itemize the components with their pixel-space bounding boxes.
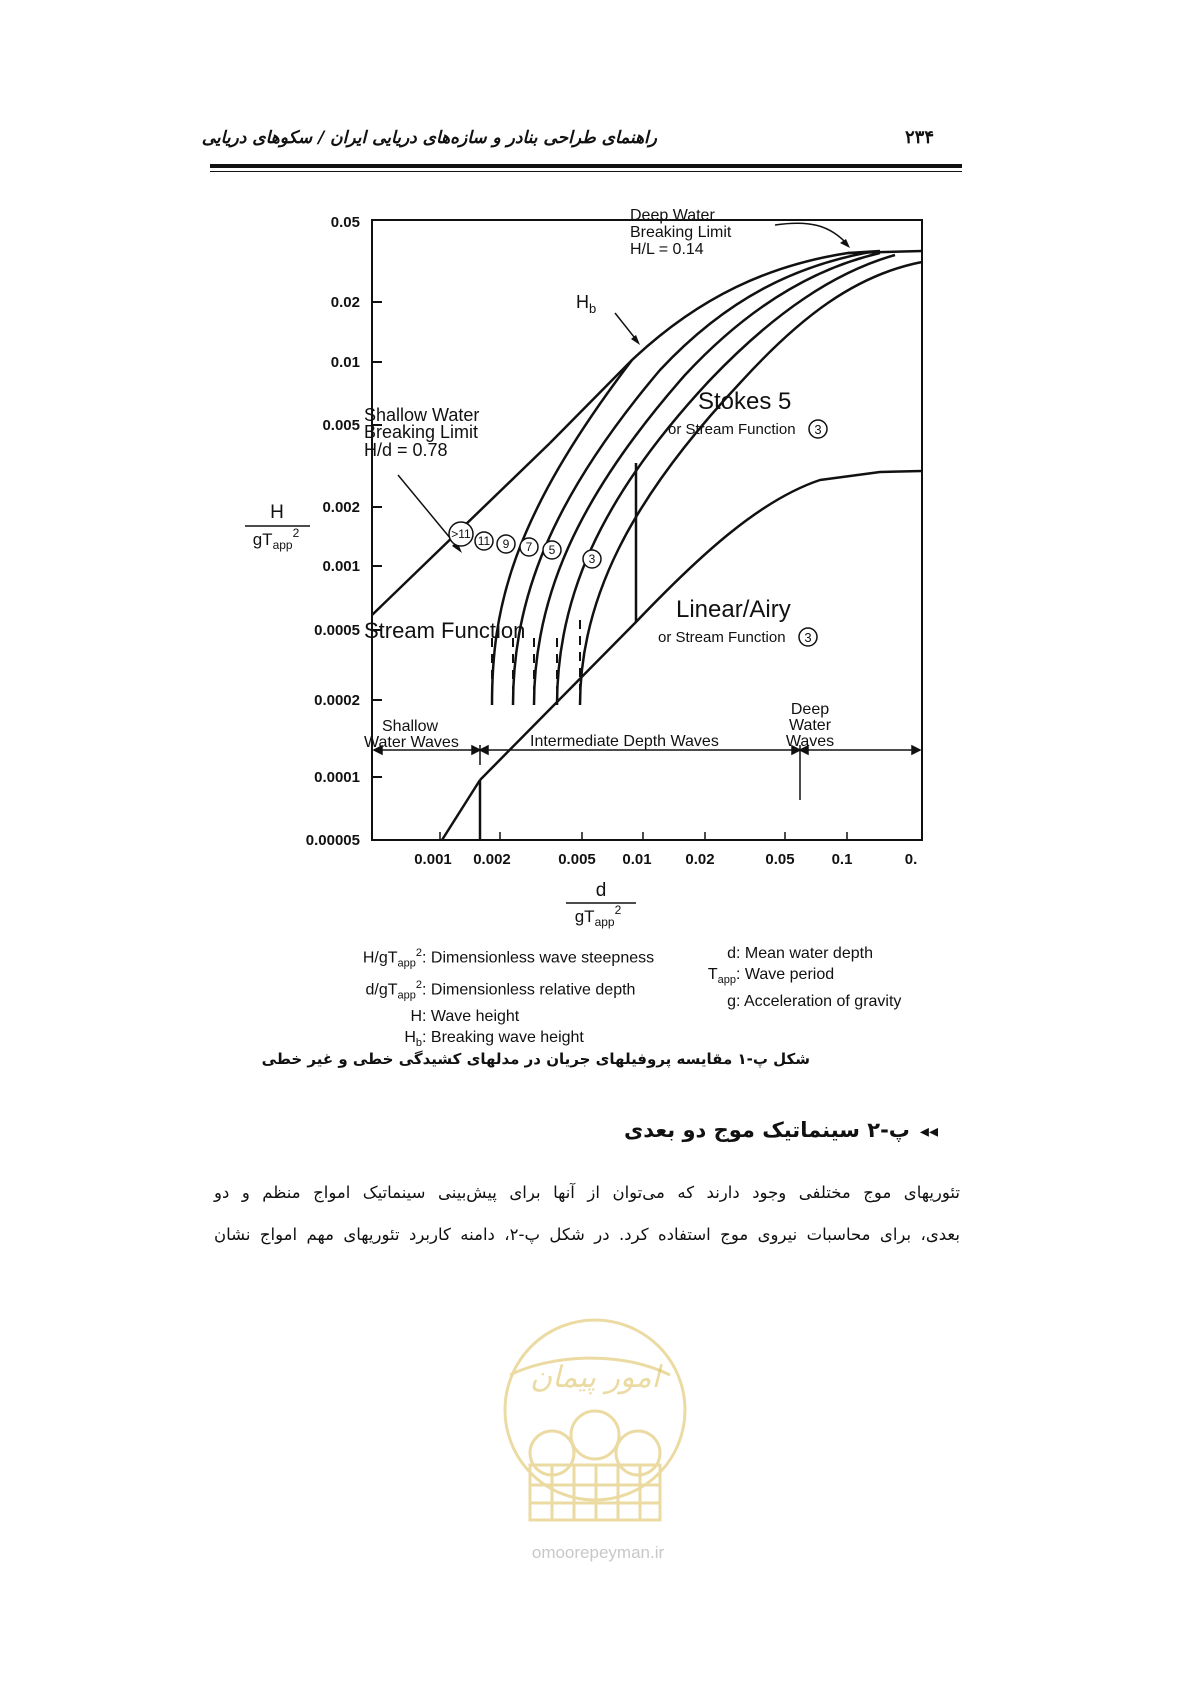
legend-desc: : Wave period xyxy=(736,966,835,983)
deep-region-label-line2: Water xyxy=(788,717,832,734)
y-tick-label: 0.05 xyxy=(330,214,360,231)
section-heading xyxy=(624,1118,938,1142)
x-axis-label-numerator: d xyxy=(595,880,607,901)
x-axis-label-denominator: $gT_{app}^2$ xyxy=(574,903,622,929)
y-tick-label: 0.0002 xyxy=(314,692,360,709)
x-tick-label: 0.002 xyxy=(473,851,511,868)
deep-water-label-line1: Deep Water xyxy=(630,207,715,224)
body-line: بعدی، برای محاسبات نیروی موج استفاده کرد. در شکل پ-۲، دامنه کاربرد تئوریهای مهم امواج نشان xyxy=(214,1225,960,1244)
legend-term: $H/gT_{app}^2$ xyxy=(362,947,422,970)
y-tick-label: 0.01 xyxy=(330,354,360,371)
legend-row xyxy=(680,964,901,991)
order-label: >11 xyxy=(451,527,471,541)
y-tick-label: 0.001 xyxy=(322,558,360,575)
section-heading-text: پ-۲ سینماتیک موج دو بعدی xyxy=(624,1118,910,1142)
legend-row xyxy=(330,1006,654,1027)
x-tick-label: 0.005 xyxy=(558,851,596,868)
figure-legend-left xyxy=(330,943,654,1054)
legend-row xyxy=(330,943,654,975)
watermark-site: omoorepeyman.ir xyxy=(531,1543,665,1562)
x-tick-label: 0.001 xyxy=(414,851,452,868)
x-tick-label: 0.05 xyxy=(765,851,795,868)
legend-term: $T_{app}$ xyxy=(707,966,736,987)
legend-row xyxy=(680,991,901,1012)
double-arrow-icon: ◂◂ xyxy=(919,1121,938,1142)
legend-term: $d/gT_{app}^2$ xyxy=(365,978,422,1002)
y-tick-label: 0.0001 xyxy=(314,769,360,786)
legend-term: $H_b$ xyxy=(404,1029,422,1050)
legend-desc: : Breaking wave height xyxy=(422,1029,584,1047)
x-axis-label xyxy=(566,880,636,929)
deep-water-label-line3: H/L = 0.14 xyxy=(630,241,704,258)
x-tick-label: 0.02 xyxy=(685,851,715,868)
figure-caption: شکل پ-۱ مقایسه پروفیلهای جریان در مدلهای کشیدگی خطی و غیر خطی xyxy=(261,1050,810,1068)
y-axis-label xyxy=(245,502,310,552)
legend-term: g xyxy=(727,993,736,1011)
stokes-circle-label: 3 xyxy=(814,422,822,437)
watermark-logo-text: امور پیمان xyxy=(530,1360,660,1395)
hb-label: $H_b$ xyxy=(576,292,597,316)
deep-water-label-line2: Breaking Limit xyxy=(630,224,732,241)
y-tick-labels xyxy=(306,214,360,849)
legend-term: d xyxy=(727,945,736,962)
legend-row xyxy=(330,975,654,1007)
shallow-water-label-line3: H/d = 0.78 xyxy=(364,440,448,460)
order-label: 5 xyxy=(548,543,556,557)
shallow-region-label-line1: Shallow xyxy=(382,718,439,735)
y-tick-label: 0.005 xyxy=(322,417,360,434)
depth-region-separator xyxy=(374,745,920,800)
intermediate-region-label: Intermediate Depth Waves xyxy=(530,733,719,750)
y-tick-label: 0.00005 xyxy=(305,832,360,849)
x-tick-labels xyxy=(414,851,917,868)
stream-function-label: Stream Function xyxy=(364,618,526,643)
linear-circle-label: 3 xyxy=(804,630,812,645)
legend-desc: : Wave height xyxy=(422,1008,520,1026)
x-tick-label: 0. xyxy=(904,851,918,868)
x-tick-label: 0.01 xyxy=(622,851,652,868)
shallow-water-label-line1: Shallow Water xyxy=(364,405,480,425)
deep-region-label-line1: Deep xyxy=(790,701,830,718)
stokes-label: Stokes 5 xyxy=(698,388,792,415)
legend-row xyxy=(680,943,901,964)
y-tick-label: 0.002 xyxy=(322,499,360,516)
order-label: 9 xyxy=(502,537,510,551)
body-line: تئوریهای موج مختلفی وجود دارند که می‌توان از آنها برای پیش‌بینی سینماتیک امواج منظم و دو xyxy=(214,1183,960,1202)
y-axis-label-numerator: H xyxy=(270,502,284,523)
legend-term: H xyxy=(410,1008,422,1026)
header-rule-thin xyxy=(210,171,962,172)
body-paragraph xyxy=(214,1172,960,1256)
y-tick-label: 0.02 xyxy=(330,294,360,311)
stokes-sub-label: or Stream Function xyxy=(668,421,796,438)
y-tick-label: 0.0005 xyxy=(314,622,360,639)
annotation-arrows xyxy=(398,223,848,550)
shallow-region-label-line2: Water Waves xyxy=(364,734,459,751)
linear-airy-label: Linear/Airy xyxy=(676,596,791,623)
curve-gt11 xyxy=(492,360,632,705)
linear-sub-label: or Stream Function xyxy=(658,629,786,646)
order-label: 7 xyxy=(525,540,533,554)
x-ticks xyxy=(440,832,847,840)
legend-desc: : Acceleration of gravity xyxy=(736,993,902,1011)
header-title: راهنمای طراحی بنادر و سازه‌های دریایی ایران / سکوهای دریایی xyxy=(201,128,657,148)
page-number: ۲۳۴ xyxy=(905,127,935,148)
legend-desc: : Dimensionless relative depth xyxy=(422,980,636,998)
figure-legend-right xyxy=(680,943,901,1012)
watermark-logo xyxy=(470,1315,720,1535)
wave-theory-chart xyxy=(230,200,930,929)
y-axis-label-denominator: $gT_{app}^2$ xyxy=(252,526,300,552)
linear-lower-segment xyxy=(442,780,480,840)
x-tick-label: 0.1 xyxy=(831,851,853,868)
legend-desc: : Dimensionless wave steepness xyxy=(422,949,655,967)
order-label: 11 xyxy=(477,534,491,548)
legend-desc: : Mean water depth xyxy=(736,945,873,962)
y-ticks xyxy=(372,302,382,777)
shallow-water-label-line2: Breaking Limit xyxy=(364,422,479,442)
order-label: 3 xyxy=(588,552,596,566)
header-rule-thick xyxy=(210,164,962,168)
deep-region-label-line3: Waves xyxy=(785,733,835,750)
